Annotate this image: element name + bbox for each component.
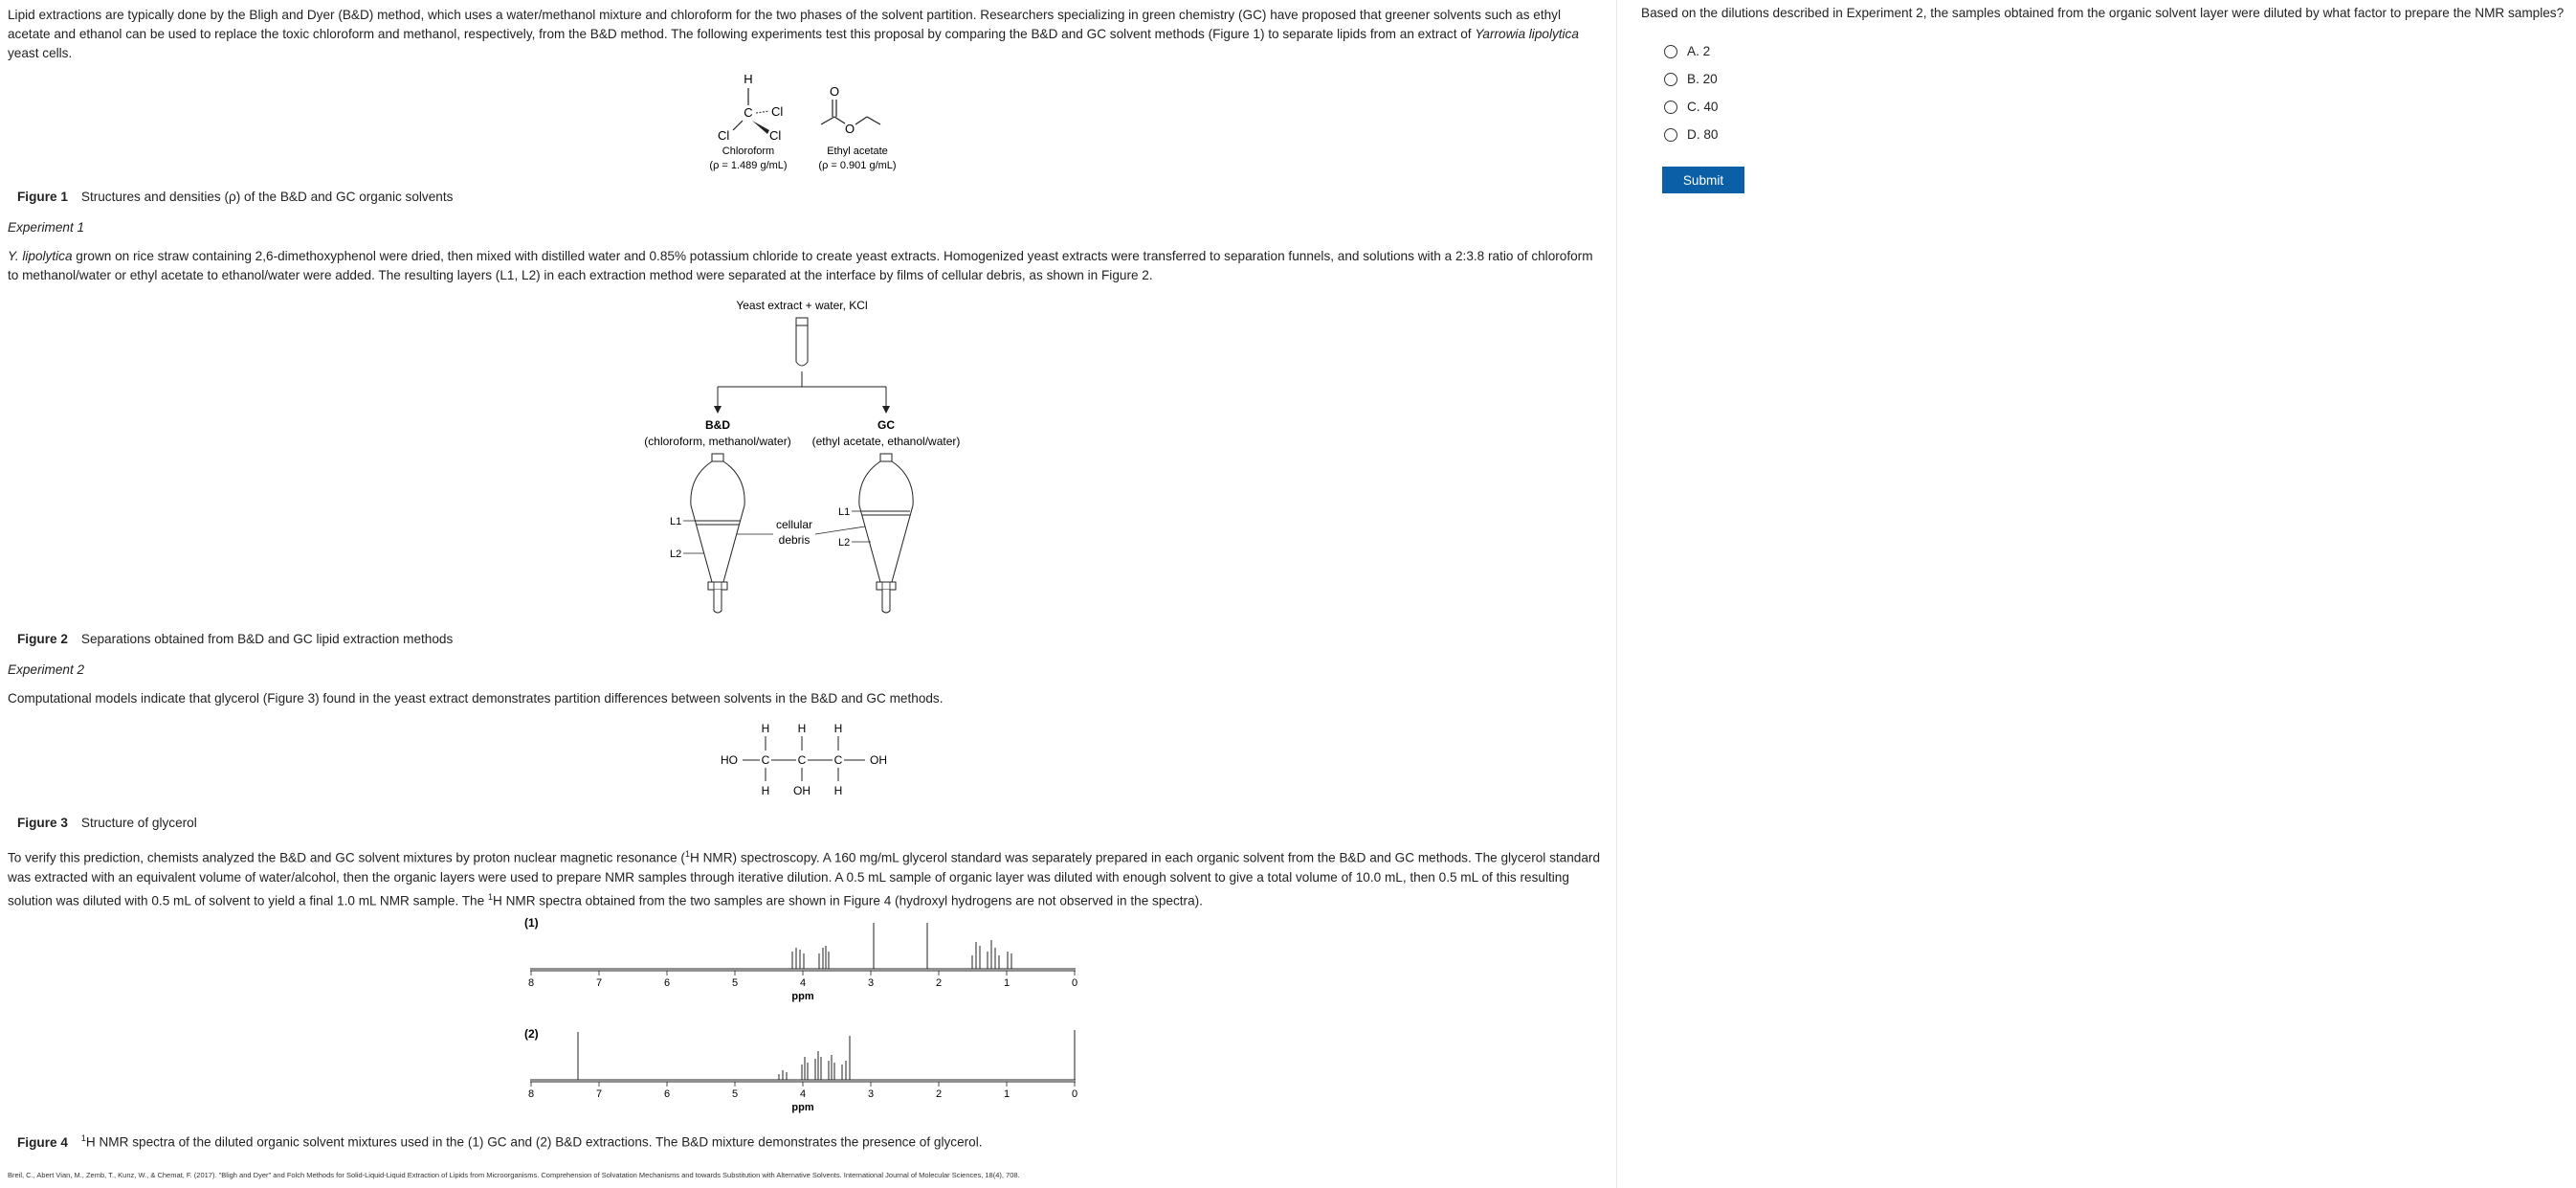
- experiment-1-heading: Experiment 1: [8, 220, 85, 235]
- figure-3-glycerol-structure: [708, 720, 899, 796]
- choice-b-value: 20: [1702, 72, 1718, 86]
- chloroform-density: (ρ = 1.489 g/mL): [709, 160, 788, 171]
- ethyl-acetate-name: Ethyl acetate: [827, 146, 888, 157]
- intro-paragraph: Lipid extractions are typically done by the Bligh and Dyer (B&D) method, which uses a water/methanol mixture and chloroform for the two phases of the solvent partition. Researchers specializing in green chemistry (GC) have proposed that greener solvents such as ethyl acetate and ethanol can be used to replace the toxic chloroform and methanol, respectively, from the B&D method. The following experiments test this proposal by comparing the B&D and GC solvent methods (Figure 1) to separate lipids from an extract of Yarrowia lipolytica yeast cells.: [8, 8, 1579, 60]
- figure-3-caption: Figure 3 Structure of glycerol: [17, 816, 197, 830]
- axis-1-label: ppm: [791, 991, 814, 1002]
- svg-text:4: 4: [799, 1088, 807, 1100]
- svg-text:6: 6: [663, 1088, 671, 1100]
- gc-l2: L2: [838, 537, 851, 549]
- choice-a-value: 2: [1702, 44, 1711, 58]
- spectrum-2-label: (2): [524, 1027, 539, 1041]
- svg-text:1: 1: [1003, 977, 1010, 989]
- chloroform-cl-left: Cl: [718, 128, 730, 143]
- choice-d-value: 80: [1703, 127, 1719, 142]
- gc-label: GC: [877, 418, 895, 432]
- axis-2-label: ppm: [791, 1102, 814, 1113]
- spectrum-1-peaks: [530, 923, 1076, 969]
- question-pane: [1618, 0, 2576, 1188]
- bd-l1: L1: [670, 516, 682, 527]
- submit-button[interactable]: Submit: [1662, 167, 1744, 193]
- svg-text:0: 0: [1071, 977, 1078, 989]
- bd-funnel: [670, 454, 744, 613]
- gc-solvents: (ethyl acetate, ethanol/water): [811, 435, 961, 448]
- svg-text:5: 5: [731, 977, 739, 989]
- figure-4-caption: Figure 4 $^1$H NMR spectra of the diluted organic solvent mixtures used in the (1) GC and (2) B&D extractions. The B&D mixture demonstrates the presence of glycerol.: [17, 1133, 983, 1150]
- glycerol-c1: C: [761, 753, 770, 767]
- svg-text:8: 8: [527, 1088, 535, 1100]
- svg-text:8: 8: [527, 977, 535, 989]
- ethyl-acetate-o-ester: O: [844, 122, 855, 136]
- svg-text:4: 4: [799, 977, 807, 989]
- figure-1-caption: Figure 1 Structures and densities (ρ) of the B&D and GC organic solvents: [17, 190, 454, 204]
- choice-a[interactable]: [1664, 44, 1710, 58]
- svg-text:1: 1: [1003, 1088, 1010, 1100]
- svg-text:2: 2: [935, 1088, 943, 1100]
- ethyl-acetate-o-top: O: [829, 84, 840, 99]
- radio-a[interactable]: [1664, 45, 1677, 58]
- radio-c[interactable]: [1664, 101, 1677, 114]
- radio-b[interactable]: [1664, 73, 1677, 86]
- svg-text:0: 0: [1071, 1088, 1078, 1100]
- axis-2-ticks: [528, 1088, 1077, 1100]
- bd-label: B&D: [705, 418, 730, 432]
- choice-c[interactable]: [1664, 100, 1719, 114]
- svg-text:3: 3: [867, 977, 875, 989]
- choice-a-letter: A.: [1687, 44, 1699, 58]
- nmr-paragraph: To verify this prediction, chemists analyzed the B&D and GC solvent mixtures by proton nuclear magnetic resonance ($^1$H NMR) spectroscopy. A 160 mg/mL glycerol standard was separately prepared in each organic solvent from the B&D and GC methods. The glycerol standard was extracted with an equivalent volume of water/alcohol, then the organic layers were used to prepare NMR samples through iterative dilution. A 0.5 mL sample of organic layer was diluted with enough solvent to give a total volume of 10.0 mL, then 0.5 mL of this resulting solution was diluted with 0.5 mL of solvent to yield a final 1.0 mL NMR sample. The $^1$H NMR spectra obtained from the two samples are shown in Figure 4 (hydroxyl hydrogens are not observed in the spectra).: [8, 849, 1601, 908]
- yeast-extract-label: Yeast extract + water, KCl: [736, 299, 868, 312]
- glycerol-oh-right: OH: [870, 753, 887, 767]
- glycerol-ho: HO: [721, 753, 738, 767]
- experiment-1-paragraph: Y. lipolytica grown on rice straw containing 2,6-dimethoxyphenol were dried, then mixed with distilled water and 0.85% potassium chloride to create yeast extracts. Homogenized yeast extracts were transferred to separation funnels, and solutions with a 2:3.8 ratio of chloroform to methanol/water or ethyl acetate to ethanol/water were added. The resulting layers (L1, L2) in each extraction method were separated at the interface by films of cellular debris, as shown in Figure 2.: [8, 249, 1593, 282]
- gc-funnel: [838, 454, 913, 613]
- glycerol-c3: C: [833, 753, 843, 767]
- choice-c-letter: C.: [1687, 100, 1700, 114]
- chloroform-c: C: [744, 105, 753, 120]
- axis-1-ticks: [528, 977, 1077, 989]
- bd-solvents: (chloroform, methanol/water): [644, 435, 791, 448]
- choice-b-letter: B.: [1687, 72, 1699, 86]
- figure-2-caption: Figure 2 Separations obtained from B&D and GC lipid extraction methods: [17, 632, 454, 646]
- chloroform-name: Chloroform: [722, 146, 775, 157]
- figure-4-nmr-spectra: [517, 913, 1091, 1124]
- spectrum-1-label: (1): [524, 916, 539, 930]
- cellular-debris-label-1: cellular: [775, 518, 813, 531]
- ethyl-acetate-density: (ρ = 0.901 g/mL): [818, 160, 897, 171]
- experiment-2-heading: Experiment 2: [8, 662, 85, 677]
- glycerol-h-bottom-3: H: [833, 784, 843, 796]
- svg-text:2: 2: [935, 977, 943, 989]
- choice-b[interactable]: [1664, 72, 1718, 86]
- question-stem: Based on the dilutions described in Experiment 2, the samples obtained from the organic solvent layer were diluted by what factor to prepare the NMR samples?: [1641, 6, 2565, 20]
- glycerol-h-top-2: H: [797, 722, 807, 735]
- cellular-debris-label-2: debris: [778, 533, 811, 547]
- choice-d[interactable]: [1664, 127, 1719, 142]
- glycerol-h-top-1: H: [761, 722, 770, 735]
- glycerol-c2: C: [797, 753, 807, 767]
- svg-text:7: 7: [595, 1088, 603, 1100]
- gc-l1: L1: [838, 506, 851, 518]
- svg-text:7: 7: [595, 977, 603, 989]
- glycerol-h-top-3: H: [833, 722, 843, 735]
- figure-1-structures: [689, 67, 928, 177]
- glycerol-oh-bottom: OH: [793, 784, 811, 796]
- chloroform-h: H: [744, 72, 753, 86]
- citation: Breil, C., Abert Vian, M., Zemb, T., Kunz, W., & Chemat, F. (2017). "Bligh and Dyer" and Folch Methods for Solid-Liquid-Liquid Extraction of Lipids from Microorganisms. Comprehension of Solvatation Mechanisms and towards Substitution with Alternative Solvents. International Journal of Molecular Sciences, 18(4), 708.: [8, 1171, 1020, 1179]
- svg-text:5: 5: [731, 1088, 739, 1100]
- bd-l2: L2: [670, 549, 682, 560]
- choice-d-letter: D.: [1687, 127, 1700, 142]
- svg-text:3: 3: [867, 1088, 875, 1100]
- chloroform-cl-right: Cl: [771, 104, 784, 119]
- experiment-2-paragraph: Computational models indicate that glycerol (Figure 3) found in the yeast extract demonstrates partition differences between solvents in the B&D and GC methods.: [8, 691, 944, 706]
- spectrum-2-peaks: [530, 1030, 1076, 1080]
- figure-2-separation-funnels: [632, 295, 986, 620]
- glycerol-h-bottom-1: H: [761, 784, 770, 796]
- svg-text:6: 6: [663, 977, 671, 989]
- chloroform-cl-bottom: Cl: [769, 128, 782, 143]
- choice-c-value: 40: [1703, 100, 1719, 114]
- radio-d[interactable]: [1664, 128, 1677, 142]
